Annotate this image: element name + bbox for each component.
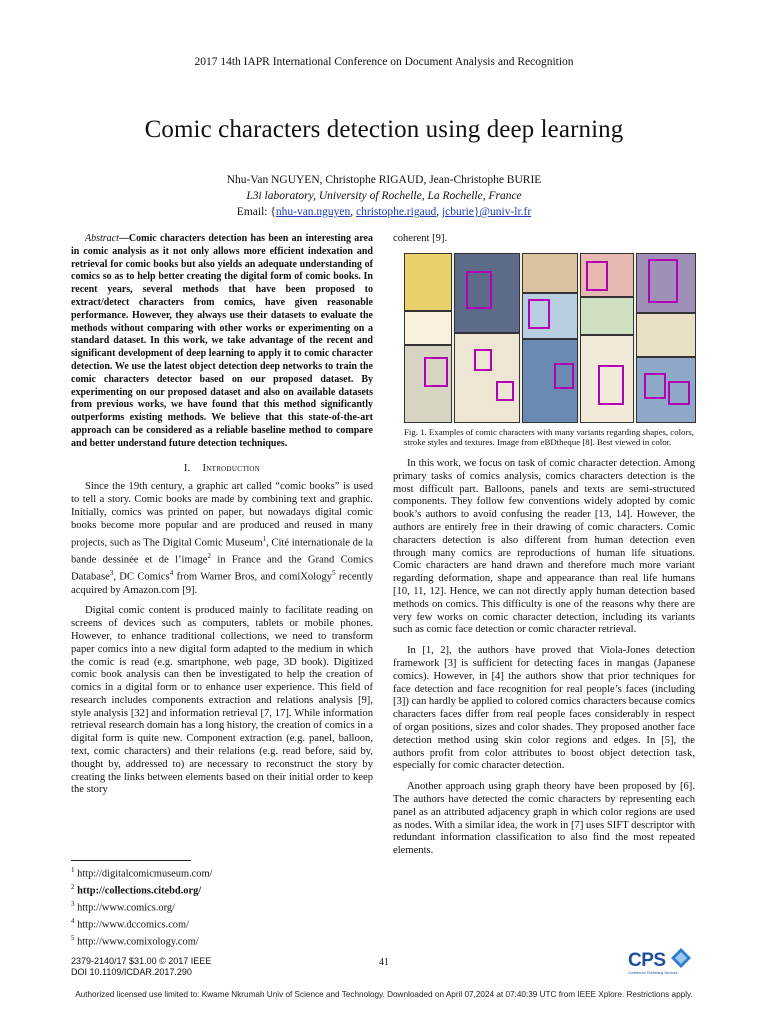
page-number: 41: [379, 957, 389, 968]
doi-line[interactable]: DOI 10.1109/ICDAR.2017.290: [71, 967, 192, 977]
email-link-rigaud[interactable]: christophe.rigaud: [356, 206, 437, 218]
email-separator: ,: [436, 206, 442, 218]
footnote-number: 3: [71, 900, 75, 909]
footnote-link[interactable]: http://www.comics.org/: [74, 902, 175, 914]
footnote-link[interactable]: http://www.dccomics.com/: [74, 919, 189, 931]
footnote-item: [71, 915, 373, 932]
footnote-link[interactable]: http://digitalcomicmuseum.com/: [74, 868, 213, 880]
comic-panel: [404, 311, 452, 345]
cps-logo: [628, 946, 692, 978]
footnote-marker: 2: [207, 551, 211, 560]
character-bounding-box: [466, 271, 492, 309]
right-column: [393, 233, 695, 858]
abstract: [71, 233, 373, 451]
character-bounding-box: [586, 261, 608, 291]
paper-title: Comic characters detection using deep learning: [144, 116, 624, 143]
paragraph-continuation: coherent [9].: [393, 233, 448, 244]
section-numeral: I.: [183, 462, 191, 474]
cps-logo-subtitle: Conference Publishing Services: [628, 971, 678, 975]
footnote-item: [71, 898, 373, 915]
paragraph: [71, 481, 373, 597]
conference-header: 2017 14th IAPR International Conference on Document Analysis and Recognition: [194, 56, 574, 68]
abstract-text: —Comic characters detection has been an interesting area in comic analysis as it not only allows more efficient indexation and retrieval for comic books but also yields an adequate understanding of comics so as to help better creating the digital form of comic books. In recent years, several methods that have been proposed to extract/detect characters from comics, have given reasonable performance. However, they always use their datasets to evaluate the methods without comparing with other works or experimenting on a standard dataset. In this work, we take advantage of the recent and significant development of deep learning to apply it to comic character detection. We use the latest object detection deep networks to train the comic characters detector based on our proposed dataset. By experimenting on our proposed dataset and also on available datasets from previous works, we have found that this method significantly outperforms existing methods. We believe that this state-of-the-art approach can be considered as a reliable baseline method to compare and better understand future detection techniques.: [71, 233, 373, 449]
footnote-marker: 1: [262, 534, 267, 543]
footnote-number: 4: [71, 917, 75, 926]
footnote-item: [71, 932, 373, 949]
character-bounding-box: [668, 381, 690, 405]
section-title: Introduction: [202, 462, 261, 474]
character-bounding-box: [648, 259, 678, 303]
paragraph-text: , DC Comics: [113, 571, 170, 583]
license-notice: Authorized licensed use limited to: Kwame Nkrumah Univ of Science and Technology. Downloaded on April 07,2024 at 07:40:39 UTC from IEEE Xplore. Restrictions apply.: [75, 990, 693, 999]
footnote-link[interactable]: http://www.comixology.com/: [74, 936, 199, 948]
character-bounding-box: [424, 357, 448, 387]
paragraph: In this work, we focus on task of comic character detection. Among primary tasks of comics analysis, comics characters detection is the most difficult part. Balloons, panels and texts are semi-structured components. They follow few conventions widely adopted by comic book’s authors to avoid confusing the reader [13, 14]. However, the authors are entirely free in their drawing of comic characters. Comic characters detection is also different from human detection even through many comics are reproductions of human life situations. Comic characters are hand drawn and therefore much more variant regarding deformation, shape and appearance than real life humans [10, 11, 12]. Hence, we can not directly apply human detection based methods on comics. This difficulty is one of the reasons why there are very few works on comic character detection, including its variants such as comic face detection or comic character retrieval.: [393, 457, 695, 636]
figure-caption: Fig. 1. Examples of comic characters with many variants regarding shapes, colors, stroke styles and textures. Image from eBDtheque [8]. Best viewed in color.: [404, 426, 694, 448]
section-heading-introduction: [71, 463, 373, 476]
paragraph: Another approach using graph theory have been proposed by [6]. The authors have detected the comic characters by representing each panel as an attributed adjacency graph in which color regions are used as nodes. With a similar idea, the work in [7] uses SIFT descriptor with redundant information classification to also find the most repeated elements.: [393, 781, 695, 857]
paragraph-text: , Cité internationale de la bande dessinée et de l’image: [71, 537, 373, 566]
email-domain-link[interactable]: }@univ-lr.fr: [473, 206, 532, 218]
author-email: [0, 204, 768, 220]
email-prefix: Email: {: [236, 206, 276, 218]
footnote-item: [71, 864, 373, 881]
comic-panel: [636, 313, 696, 357]
footnote-number: 2: [71, 883, 75, 892]
footnotes: [71, 860, 373, 949]
character-bounding-box: [598, 365, 624, 405]
comic-panel: [580, 297, 634, 335]
email-link-burie[interactable]: jcburie: [441, 206, 474, 218]
author-affiliation: L3i laboratory, University of Rochelle, La Rochelle, France: [246, 190, 522, 202]
footnote-rule: [71, 860, 191, 861]
character-bounding-box: [644, 373, 666, 399]
character-bounding-box: [528, 299, 550, 329]
footnote-marker: 5: [332, 569, 336, 578]
character-bounding-box: [554, 363, 574, 389]
footnote-item: [71, 881, 373, 898]
email-separator: ,: [350, 206, 357, 218]
footnote-marker: 3: [109, 569, 114, 578]
email-link-nguyen[interactable]: nhu-van.nguyen: [275, 206, 351, 218]
footnote-link[interactable]: http://collections.citebd.org/: [74, 885, 202, 897]
author-block: [0, 172, 768, 220]
paragraph: In [1, 2], the authors have proved that Viola-Jones detection framework [3] is sufficient for detecting faces in mangas (Japanese comics). However, in [4] the authors show that prior techniques for face detection and face recognition for real people’s faces (including [3]) can hardly be applied to colored comics characters because comics characters faces differ from real people faces considerably in respect of organ positions, sizes and color shades. They proposed another face detection method using skin color regions and edges. In [5], the authors profit from color attributes to boost object detection task, especially for comic character detection.: [393, 645, 695, 772]
comic-panel: [522, 253, 578, 293]
comic-panel: [404, 253, 452, 311]
footnote-number: 5: [71, 934, 75, 943]
figure-comic-collage: [404, 253, 696, 423]
paragraph-text: in France and the Grand Comics Database: [71, 554, 373, 583]
left-column: [71, 233, 373, 797]
footnote-number: 1: [71, 866, 75, 874]
abstract-lead: Abstract: [85, 233, 119, 244]
cps-logo-text: CPS: [628, 950, 666, 971]
issn-line: 2379-2140/17 $31.00 © 2017 IEEE: [71, 956, 212, 966]
character-bounding-box: [496, 381, 514, 401]
paragraph-text: Since the 19th century, a graphic art called “comic books” is used to tell a story. Comic books are made by combining text and graphic. Initially, comics was printed on paper, but nowadays digital comic books become more popular and are produced and reused in many projects, such as The Digital Comic Museum: [71, 481, 373, 549]
character-bounding-box: [474, 349, 492, 371]
comic-panel: [454, 333, 520, 423]
footnote-marker: 4: [169, 569, 174, 578]
paragraph: Digital comic content is produced mainly to facilitate reading on screens of devices such as computers, tablets or mobile phones. However, to enhance traditional collections, we need to transform paper comics into a new digital form adapted to the medium in which the comic is read (e.g. smartphone, web page, 3D book). Digitized comic book analysis can then be investigated to help the creation of comics in a digital form or to enhance user experience. This field of research includes components extraction and relations analysis [9], style analysis [32] and information retrieval [7, 17]. While information retrieval research domain has a long history, the creation of comics in a digital form is quite new. Component extraction (e.g. panel, balloon, text, comic characters) and their relations (e.g. read before, said by, thought by, addressed to) are necessary to reconstruct the story by creating the links between elements based on their initial order to keep the story: [71, 605, 374, 796]
paragraph-text: from Warner Bros, and comiXology: [173, 571, 333, 583]
author-names: Nhu-Van NGUYEN, Christophe RIGAUD, Jean-Christophe BURIE: [226, 174, 542, 186]
paragraph-text: recently acquired by Amazon.com [9].: [71, 571, 373, 596]
cps-diamond-icon: [671, 948, 691, 968]
